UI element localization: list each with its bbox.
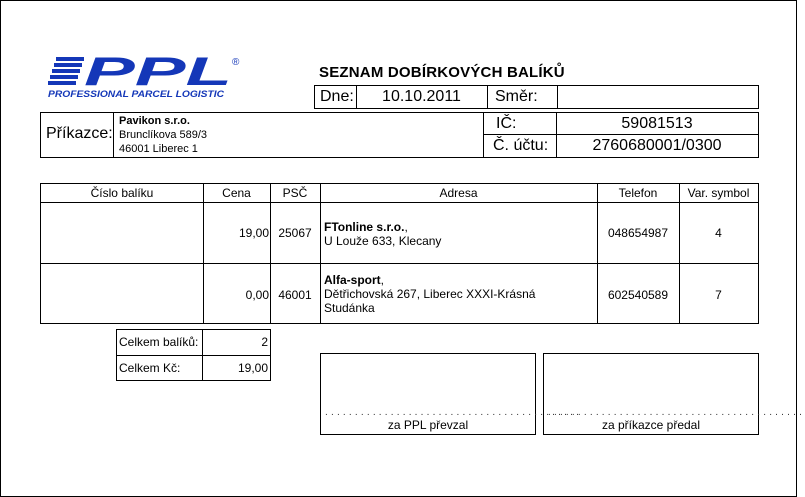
payer-name: Pavikon s.r.o. [119,115,190,127]
row1-price: 19,00 [238,226,269,240]
date-direction-box [314,85,759,109]
header-address: Adresa [439,186,478,200]
header-zip: PSČ [282,186,308,200]
total-count-label: Celkem balíků: [119,335,199,349]
ppl-signature-label: za PPL převzal [387,418,469,432]
payer-label: Příkazce: [46,125,113,142]
row2-company-suffix: , [380,273,385,287]
payer-signature-label: za příkazce předal [601,418,701,432]
registered-mark: ® [232,57,240,68]
payer-signature-box [543,353,805,435]
ppl-logo [46,51,251,101]
payer-box [40,112,759,158]
header-price: Cena [222,186,251,200]
row1-street: U Louže 633, Klecany [324,234,442,248]
account-label: Č. účtu: [493,137,549,154]
direction-label: Směr: [495,88,538,105]
row1-phone: 048654987 [607,226,669,240]
row1-company: FTonline s.r.o. [324,220,405,234]
logo-tagline: PROFESSIONAL PARCEL LOGISTIC [48,89,225,100]
parcels-table [40,183,759,324]
header-phone: Telefon [618,186,658,200]
row2-company: Alfa-sport [324,273,381,287]
row1-address [324,220,594,248]
logo-wordmark: PPL [84,50,232,94]
payer-street: Brunclíkova 589/3 [119,129,208,141]
date-label: Dne: [320,88,354,105]
account-value: 2760680001/0300 [592,137,722,154]
payer-signature-line: ........................................... [548,407,805,418]
ppl-signature-box [320,353,583,435]
page-title: SEZNAM DOBÍRKOVÝCH BALÍKŮ [319,64,565,81]
total-count-value: 2 [261,335,268,349]
total-sum-label: Celkem Kč: [119,361,181,375]
date-value: 10.10.2011 [382,88,461,105]
total-sum-value: 19,00 [237,361,268,375]
ic-label: IČ: [496,115,517,132]
ic-value: 59081513 [621,115,693,132]
header-var-symbol: Var. symbol [687,186,750,200]
row2-phone: 602540589 [607,288,669,302]
row2-zip: 46001 [278,288,312,302]
row2-street: Dětřichovská 267, Liberec XXXI-Krásná Studánka [324,287,536,315]
row1-var-symbol: 4 [715,226,722,240]
row1-zip: 25067 [278,226,312,240]
row1-company-suffix: , [404,220,408,234]
totals-box [116,329,271,381]
header-parcel-number: Číslo balíku [90,186,154,200]
row2-var-symbol: 7 [715,288,722,302]
payer-city: 46001 Liberec 1 [119,143,198,155]
row2-address [324,273,586,315]
row2-price: 0,00 [245,288,269,302]
ppl-signature-line: ........................................... [325,407,583,418]
